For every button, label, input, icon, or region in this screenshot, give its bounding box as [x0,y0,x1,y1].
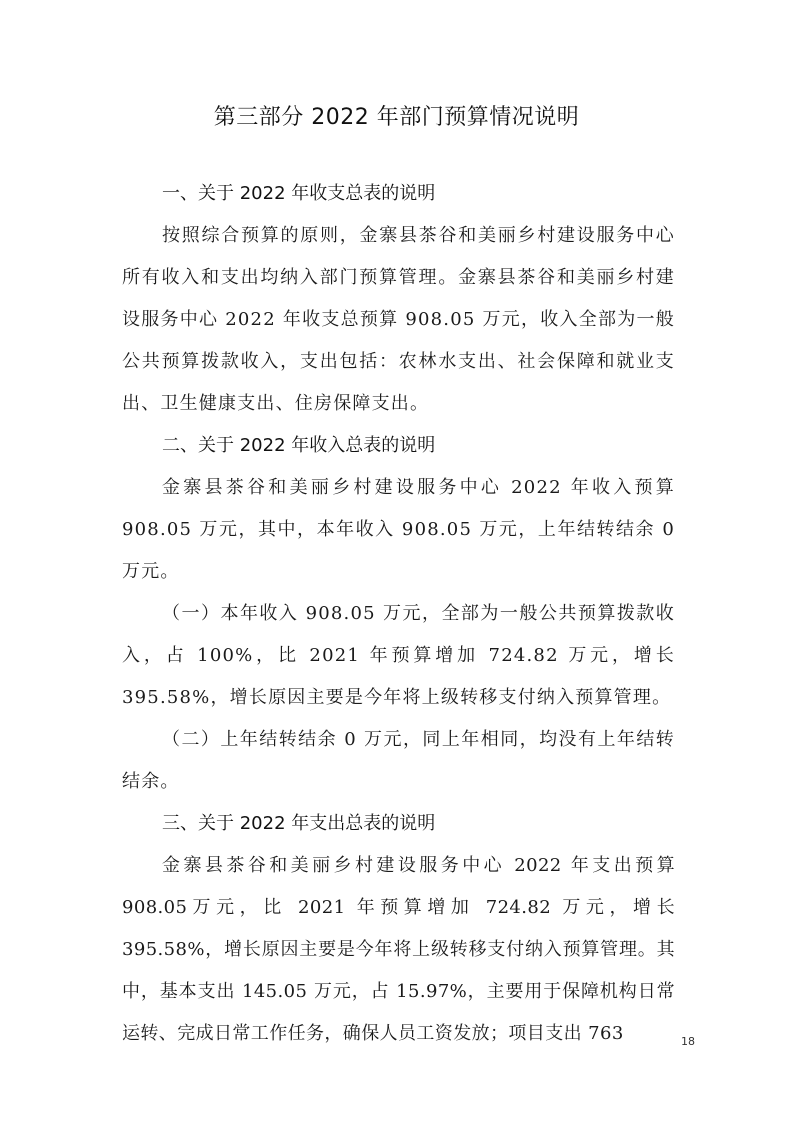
section-3-paragraph-1: 金寨县茶谷和美丽乡村建设服务中心 2022 年支出预算 908.05万元，比 2021 年预算增加 724.82 万元，增长 395.58%，增长原因主要是今年将上级转移支付纳入预算管理。其中，基本支出 145.05 万元，占 15.97%，主要用于保障机构日常运转、完成日常工作任务，确保人员工资发放；项目支出 763 [122,855,675,1044]
section-heading-3: 三、关于 2022 年支出总表的说明 [162,813,436,834]
section-2-paragraph-2: （一）本年收入 908.05 万元，全部为一般公共预算拨款收入，占 100%，比 2021 年预算增加 724.82 万元，增长 395.58%，增长原因主要是今年将上级转移支付纳入预算管理。 [122,603,675,708]
document-body [122,173,675,1055]
section-2-paragraph-1: 金寨县茶谷和美丽乡村建设服务中心 2022 年收入预算 908.05 万元，其中，本年收入 908.05 万元，上年结转结余 0 万元。 [122,477,675,582]
section-2-paragraph-3: （二）上年结转结余 0 万元，同上年相同，均没有上年结转结余。 [122,729,675,792]
section-1-paragraph-1: 按照综合预算的原则，金寨县茶谷和美丽乡村建设服务中心所有收入和支出均纳入部门预算管理。金寨县茶谷和美丽乡村建设服务中心 2022 年收支总预算 908.05 万元，收入全部为一般公共预算拨款收入，支出包括：农林水支出、社会保障和就业支出、卫生健康支出、住房保障支出。 [122,225,675,414]
page-title: 第三部分 2022 年部门预算情况说明 [213,105,580,130]
page-number: 18 [681,1035,695,1048]
section-heading-2: 二、关于 2022 年收入总表的说明 [162,435,436,456]
section-heading-1: 一、关于 2022 年收支总表的说明 [162,183,436,204]
